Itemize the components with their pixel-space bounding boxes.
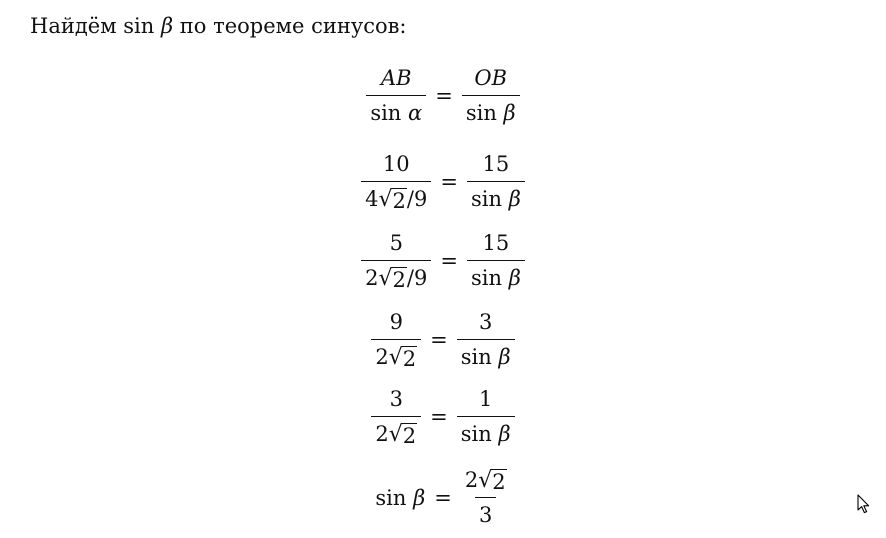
fraction-10-over-4sqrt2-9 <box>361 150 431 213</box>
equation-1 <box>0 64 886 127</box>
numerator-5: 5 <box>389 231 403 255</box>
radicand-2: 2 <box>492 470 506 494</box>
sin-label: sin <box>460 422 492 446</box>
numerator-ob: OB <box>474 66 508 90</box>
square-root <box>389 423 417 448</box>
coefficient-2: 2 <box>375 422 389 446</box>
fraction-15-over-sin-beta <box>467 229 525 292</box>
numerator-3: 3 <box>479 310 493 334</box>
intro-text-after: по теореме синусов: <box>179 14 407 38</box>
fraction-3-over-2sqrt2 <box>371 385 421 448</box>
numerator-ab: AB <box>380 66 412 90</box>
denominator-2sqrt2 <box>371 339 421 371</box>
numerator-15: 15 <box>482 152 510 176</box>
equals-sign: = <box>434 485 452 510</box>
sin-label: sin <box>465 101 497 125</box>
alpha-symbol: α <box>408 101 423 125</box>
denominator-4sqrt2-over-9 <box>361 181 431 213</box>
denominator-sin-beta <box>457 416 515 448</box>
denominator-2sqrt2 <box>371 416 421 448</box>
square-root <box>379 267 407 292</box>
numerator-2sqrt2 <box>461 466 511 497</box>
sin-label: sin <box>370 101 402 125</box>
fraction-1-over-sin-beta <box>457 385 515 448</box>
equation-3 <box>0 229 886 292</box>
radical-sign: √ <box>388 422 403 447</box>
equals-sign: = <box>435 83 453 108</box>
numerator-1: 1 <box>479 387 493 411</box>
square-root <box>379 188 407 213</box>
equation-4 <box>0 308 886 371</box>
numerator-3: 3 <box>389 387 403 411</box>
equation-6 <box>0 466 886 529</box>
equals-sign: = <box>430 404 448 429</box>
radicand-2: 2 <box>402 347 417 371</box>
square-root <box>389 346 417 371</box>
radical-sign: √ <box>478 468 493 493</box>
square-root <box>478 469 506 494</box>
equation-5 <box>0 385 886 448</box>
equals-sign: = <box>440 169 458 194</box>
divisor-9: 9 <box>414 266 428 290</box>
fraction-9-over-2sqrt2 <box>371 308 421 371</box>
denominator-sin-alpha <box>366 95 426 127</box>
denominator-sin-beta <box>467 260 525 292</box>
equation-2 <box>0 150 886 213</box>
sin-label: sin <box>470 266 503 290</box>
coefficient-2: 2 <box>365 266 379 290</box>
beta-symbol: β <box>508 266 521 290</box>
denominator-3: 3 <box>475 497 496 529</box>
intro-sentence <box>30 14 407 38</box>
denominator-2sqrt2-over-9 <box>361 260 431 292</box>
radicand-2: 2 <box>402 424 417 448</box>
fraction-15-over-sin-beta <box>467 150 525 213</box>
mouse-pointer-icon <box>857 494 870 514</box>
beta-symbol: β <box>498 422 511 446</box>
beta-symbol: β <box>498 345 511 369</box>
coefficient-2: 2 <box>375 345 389 369</box>
beta-symbol: β <box>413 485 426 510</box>
sin-beta-expression <box>375 486 425 510</box>
intro-beta: β <box>160 14 174 38</box>
radical-sign: √ <box>378 187 393 212</box>
denominator-sin-beta <box>462 95 520 127</box>
fraction-3-over-sin-beta <box>457 308 515 371</box>
equals-sign: = <box>430 327 448 352</box>
radical-sign: √ <box>378 266 393 291</box>
coefficient-2: 2 <box>464 468 479 492</box>
numerator-10: 10 <box>382 152 410 176</box>
fraction-5-over-2sqrt2-9 <box>361 229 431 292</box>
divisor-9: 9 <box>414 187 428 211</box>
equals-sign: = <box>440 248 458 273</box>
fraction-ab-over-sin-alpha <box>366 64 426 127</box>
sin-label: sin <box>375 485 407 510</box>
radicand-2: 2 <box>392 189 406 213</box>
slash: / <box>406 266 414 290</box>
fraction-2sqrt2-over-3 <box>461 466 511 529</box>
denominator-sin-beta <box>457 339 515 371</box>
numerator-9: 9 <box>389 310 403 334</box>
fraction-ob-over-sin-beta <box>462 64 520 127</box>
sin-label: sin <box>460 345 492 369</box>
beta-symbol: β <box>508 187 521 211</box>
radicand-2: 2 <box>392 268 406 292</box>
intro-sin: sin <box>123 14 155 38</box>
intro-text-before: Найдём <box>30 14 117 38</box>
beta-symbol: β <box>503 101 516 125</box>
sin-label: sin <box>470 187 503 211</box>
coefficient-4: 4 <box>365 187 379 211</box>
slash: / <box>406 187 414 211</box>
denominator-sin-beta <box>467 181 525 213</box>
radical-sign: √ <box>388 345 403 370</box>
numerator-15: 15 <box>482 231 510 255</box>
